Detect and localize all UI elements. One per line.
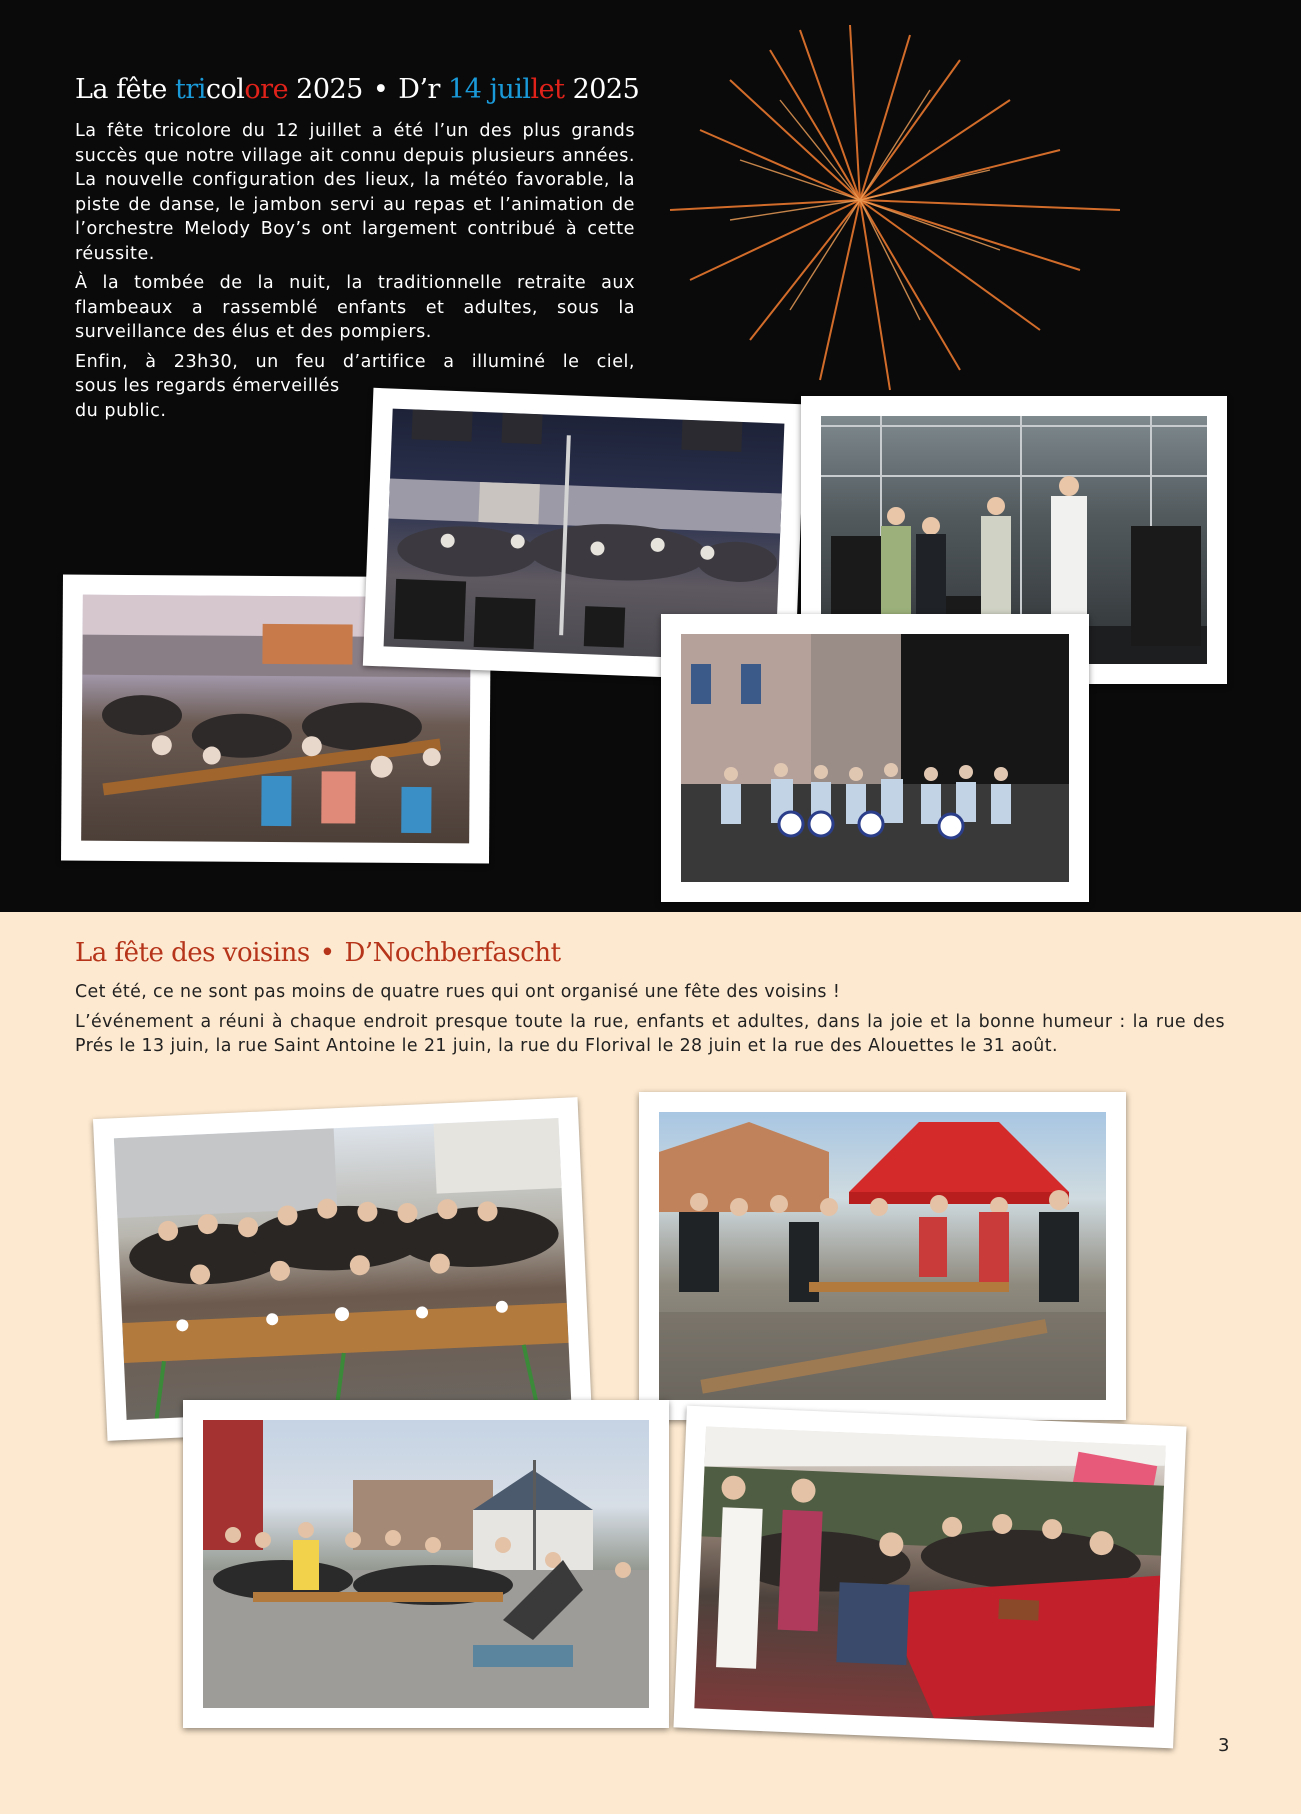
title-separator: • xyxy=(372,74,389,105)
title-alsatian: D’Nochberfascht xyxy=(344,938,561,968)
title-year: 2025 xyxy=(288,74,363,105)
title-text: La fête xyxy=(75,74,175,105)
paragraph-line: Enfin, à 23h30, un feu d’artifice a illuminé le ciel, xyxy=(75,351,635,372)
tricolore-text xyxy=(75,119,635,428)
photo-neighbours-group xyxy=(93,1097,592,1441)
paragraph: À la tombée de la nuit, la traditionnelle retraite aux flambeaux a rassemblé enfants et adultes, sous la surveillance des élus et des pompiers. xyxy=(75,273,635,342)
paragraph: L’événement a réuni à chaque endroit presque toute la rue, enfants et adultes, dans la joie et la bonne humeur : la rue des Prés le 13 juin, la rue Saint Antoine le 21 juin, la rue du Florival le 28 juin et la rue des Alouettes le 31 août. xyxy=(75,1012,1225,1056)
title-year: 2025 xyxy=(564,74,640,105)
photo-red-tent xyxy=(639,1092,1126,1420)
title-separator: • xyxy=(319,938,335,968)
photo-street-party xyxy=(183,1400,669,1728)
voisins-title xyxy=(75,938,561,968)
paragraph-line: du public. xyxy=(75,400,167,421)
fireworks-image xyxy=(660,20,1140,400)
tricolore-title xyxy=(75,74,639,105)
photo-marching-band xyxy=(661,614,1089,902)
title-text-blue: 14 juil xyxy=(448,74,531,105)
title-text-red: let xyxy=(530,74,565,105)
photo-street-party-image xyxy=(203,1420,649,1708)
photo-neighbours-group-image xyxy=(114,1118,571,1420)
voisins-text xyxy=(75,980,1225,1064)
paragraph: Cet été, ce ne sont pas moins de quatre rues qui ont organisé une fête des voisins ! xyxy=(75,982,841,1002)
title-text-blue: tri xyxy=(175,74,206,105)
photo-red-table-image xyxy=(694,1426,1165,1727)
paragraph-line: sous les regards émerveillés xyxy=(75,376,340,396)
title-text: La fête des voisins xyxy=(75,938,310,968)
photo-marching-band-image xyxy=(681,634,1069,882)
photo-red-table xyxy=(673,1406,1186,1749)
paragraph: La fête tricolore du 12 juillet a été l’un des plus grands succès que notre village ait connu depuis plusieurs années. La nouvelle configuration des lieux, la météo favorable, la piste de danse, le jambon servi au repas et l’animation de l’orchestre Melody Boy’s ont largement contribué à cette réussite. xyxy=(75,121,635,264)
title-text-red: ore xyxy=(244,74,289,105)
photo-red-tent-image xyxy=(659,1112,1106,1400)
page-number: 3 xyxy=(1218,1735,1230,1756)
title-text-white: col xyxy=(205,74,245,105)
title-alsatian: D’r xyxy=(398,74,449,105)
